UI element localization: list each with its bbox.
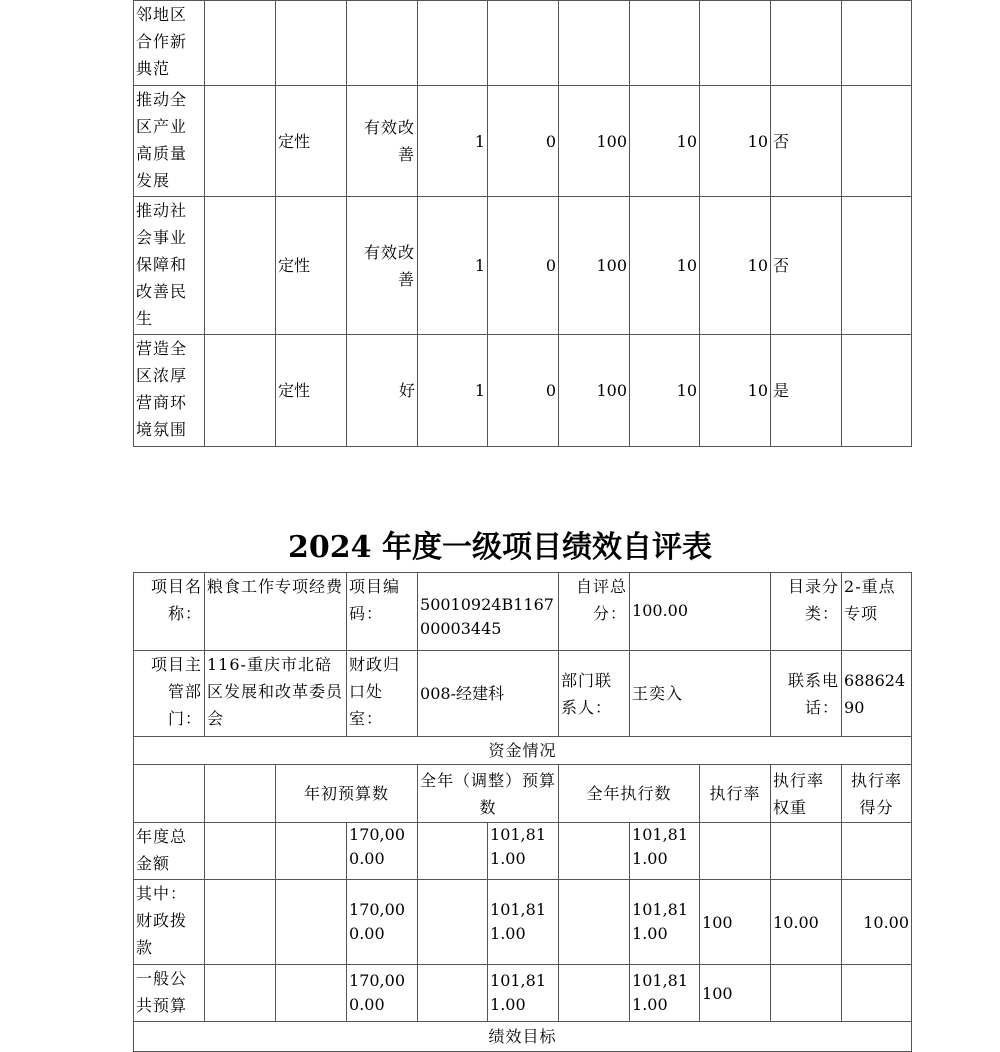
indicator-full-score: 10 [630,86,700,197]
indicator-full-score: 10 [630,335,700,447]
project-code-label: 项目编码： [347,573,418,651]
funds-initial: 170,000.00 [347,823,418,880]
office: 008-经建科 [418,651,559,737]
funds-executed: 101,811.00 [630,965,700,1022]
table-row [134,335,912,447]
table-row [134,880,912,965]
funds-adjusted: 101,811.00 [488,880,559,965]
table-row [134,86,912,197]
indicator-target: 有效改善 [347,86,418,197]
indicator-flag: 否 [771,86,842,197]
funds-score [842,823,912,880]
header-exec-rate: 执行率 [700,765,771,823]
indicator-score-value: 100 [559,335,630,447]
self-score: 100.00 [630,573,771,651]
indicator-name: 推动全区产业高质量发展 [134,86,205,197]
funds-section-title: 资金情况 [134,737,912,765]
self-eval-table [133,572,912,1052]
table-row [134,1,912,86]
table-row [134,197,912,335]
indicator-flag: 是 [771,335,842,447]
indicator-actual-score: 10 [700,197,771,335]
section-row [134,737,912,765]
indicator-target: 有效改善 [347,197,418,335]
category: 2-重点专项 [842,573,912,651]
indicator-full-score: 10 [630,197,700,335]
header-initial-budget: 年初预算数 [276,765,418,823]
table-row [134,823,912,880]
funds-score [842,965,912,1022]
funds-weight [771,823,842,880]
indicator-name: 推动社会事业保障和改善民生 [134,197,205,335]
info-row [134,573,912,651]
funds-score: 10.00 [842,880,912,965]
indicator-weight: 1 [418,335,488,447]
indicator-table [133,0,912,447]
phone: 68862490 [842,651,912,737]
project-name-label: 项目名称： [134,573,205,651]
indicator-weight: 1 [418,86,488,197]
info-row [134,651,912,737]
indicator-name: 邻地区合作新典范 [134,1,205,86]
indicator-type: 定性 [276,335,347,447]
page-title: 2024 年度一级项目绩效自评表 [288,530,712,565]
funds-initial: 170,000.00 [347,880,418,965]
funds-initial: 170,000.00 [347,965,418,1022]
indicator-name: 营造全区浓厚营商环境氛围 [134,335,205,447]
header-exec-score: 执行率得分 [842,765,912,823]
dept: 116-重庆市北碚区发展和改革委员会 [205,651,347,737]
perf-section-title: 绩效目标 [134,1022,912,1052]
contact-label: 部门联系人： [559,651,630,737]
dept-label: 项目主管部门： [134,651,205,737]
indicator-actual-score: 10 [700,335,771,447]
indicator-weight: 1 [418,197,488,335]
indicator-score-low: 0 [488,86,559,197]
indicator-score-value: 100 [559,86,630,197]
header-adjusted-budget: 全年（调整）预算数 [418,765,559,823]
indicator-score-low: 0 [488,335,559,447]
phone-label: 联系电话： [771,651,842,737]
header-executed: 全年执行数 [559,765,700,823]
funds-adjusted: 101,811.00 [488,965,559,1022]
funds-rate: 100 [700,965,771,1022]
indicator-actual-score: 10 [700,86,771,197]
funds-weight: 10.00 [771,880,842,965]
project-name: 粮食工作专项经费 [205,573,347,651]
indicator-type: 定性 [276,86,347,197]
section-row [134,1022,912,1052]
indicator-type: 定性 [276,197,347,335]
indicator-flag: 否 [771,197,842,335]
funds-executed: 101,811.00 [630,823,700,880]
funds-executed: 101,811.00 [630,880,700,965]
funds-adjusted: 101,811.00 [488,823,559,880]
indicator-score-value: 100 [559,197,630,335]
project-code: 50010924B116700003445 [418,573,559,651]
table-row [134,965,912,1022]
contact: 王奕入 [630,651,771,737]
office-label: 财政归口处室： [347,651,418,737]
header-exec-weight: 执行率权重 [771,765,842,823]
indicator-score-low: 0 [488,197,559,335]
funds-header-row [134,765,912,823]
funds-row-label: 一般公共预算 [134,965,205,1022]
funds-row-label: 年度总金额 [134,823,205,880]
funds-rate: 100 [700,880,771,965]
funds-row-label: 其中：财政拨款 [134,880,205,965]
self-score-label: 自评总分： [559,573,630,651]
funds-weight [771,965,842,1022]
indicator-target: 好 [347,335,418,447]
category-label: 目录分类： [771,573,842,651]
funds-rate [700,823,771,880]
